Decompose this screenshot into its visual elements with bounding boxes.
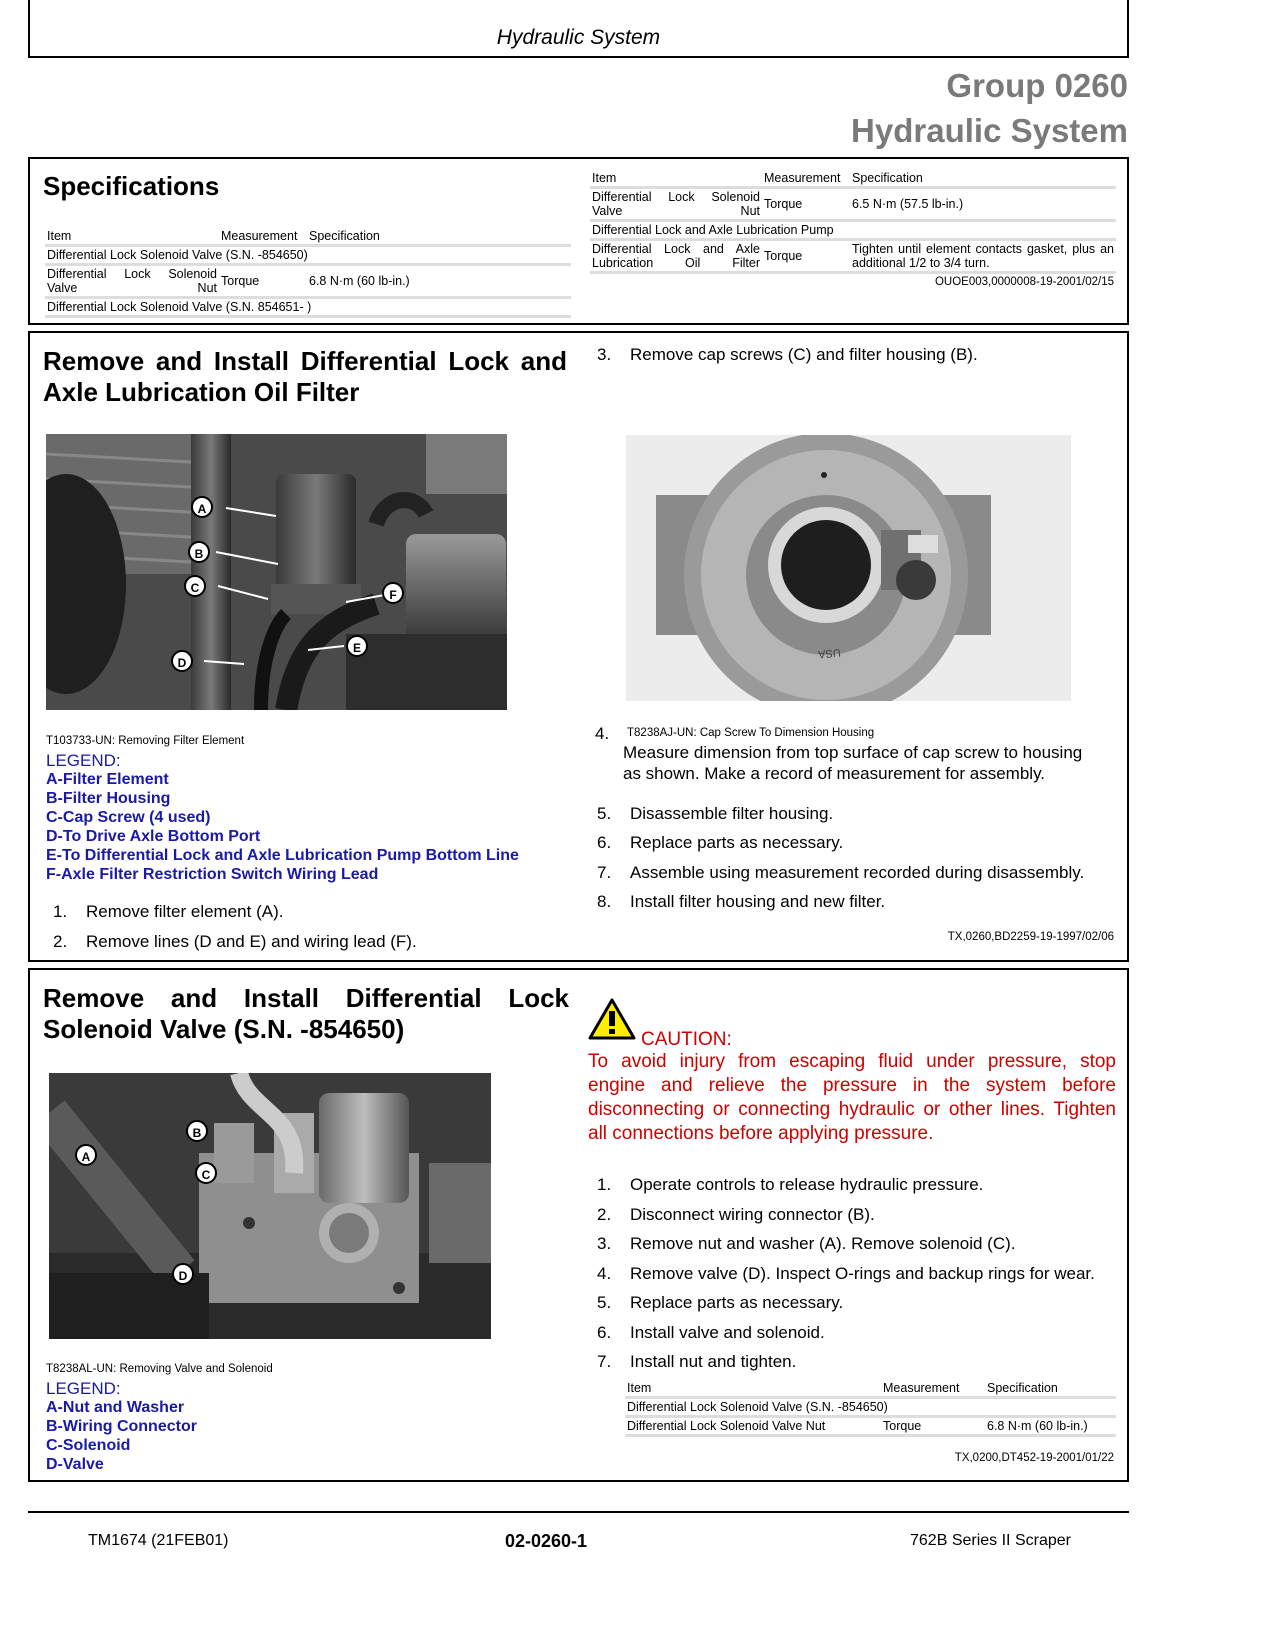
callout-d: D: [172, 1263, 194, 1285]
step-text: Remove valve (D). Inspect O-rings and backup rings for wear.: [630, 1264, 1095, 1283]
cell-measurement: Torque: [762, 188, 850, 221]
section-title-line1: Remove and Install Differential Lock: [43, 983, 569, 1013]
cell-measurement: Torque: [219, 265, 307, 298]
step-5: [597, 804, 833, 824]
callout-f: F: [382, 582, 404, 604]
cell-spec: 6.8 N·m (60 lb-in.): [307, 265, 571, 298]
step-6: [597, 1323, 825, 1343]
table-row: [590, 240, 1116, 273]
step-text: Install nut and tighten.: [630, 1352, 797, 1371]
reference-id: TX,0200,DT452-19-2001/01/22: [954, 1452, 1114, 1464]
table-row: [590, 188, 1116, 221]
step-number: 4.: [597, 1264, 612, 1283]
footer-manual-id: TM1674 (21FEB01): [88, 1532, 229, 1549]
step-text: Disconnect wiring connector (B).: [630, 1205, 875, 1224]
legend-item: C-Solenoid: [46, 1437, 131, 1454]
cell-measurement: Torque: [881, 1417, 985, 1436]
col-item: Item: [45, 228, 219, 246]
table-row: [590, 221, 1116, 240]
cell-item: Differential Lock Solenoid Valve Nut: [625, 1417, 881, 1436]
legend-heading: LEGEND:: [46, 1379, 121, 1398]
step-number: 8.: [597, 892, 612, 911]
legend-item: D-Valve: [46, 1456, 104, 1473]
step-text: Remove lines (D and E) and wiring lead (F).: [86, 932, 417, 951]
spec-table-right: [590, 170, 1116, 274]
filter-section-box: [28, 331, 1129, 962]
step-4-text-line1: Measure dimension from top surface of cap screw to housing: [623, 743, 1083, 762]
footer-rule: [28, 1511, 1129, 1513]
table-row: [45, 246, 571, 265]
step-4: [597, 1264, 1095, 1284]
step-text: Operate controls to release hydraulic pressure.: [630, 1175, 984, 1194]
step-text: Remove nut and washer (A). Remove solenoid (C).: [630, 1234, 1016, 1253]
cell-item: Differential Lock and Axle Lubrication Oil Filter: [590, 240, 762, 273]
warning-icon: [588, 998, 636, 1040]
legend-item: B-Filter Housing: [46, 790, 171, 807]
step-text: Install filter housing and new filter.: [630, 892, 886, 911]
col-specification: Specification: [850, 170, 1116, 188]
cell-item: Differential Lock Solenoid Valve (S.N. -854650): [45, 246, 571, 265]
reference-id: TX,0260,BD2259-19-1997/02/06: [947, 931, 1114, 943]
step-number: 6.: [597, 833, 612, 852]
filter-photo: [46, 434, 507, 710]
photo-caption: T103733-UN: Removing Filter Element: [46, 735, 245, 747]
callout-c: C: [184, 575, 206, 597]
housing-photo: [626, 435, 1071, 701]
table-row: [625, 1417, 1116, 1436]
callout-d: D: [171, 650, 193, 672]
solenoid-photo: [49, 1073, 491, 1339]
callout-c: C: [195, 1162, 217, 1184]
cell-item: Differential Lock Solenoid Valve Nut: [45, 265, 219, 298]
solenoid-section-box: [28, 968, 1129, 1482]
step-number: 2.: [53, 932, 68, 951]
step-text: Remove filter element (A).: [86, 902, 284, 921]
callout-a: A: [75, 1144, 97, 1166]
cell-item: Differential Lock Solenoid Valve (S.N. 854651- ): [45, 298, 571, 317]
step-text: Replace parts as necessary.: [630, 1293, 844, 1312]
housing-photo-caption: T8238AJ-UN: Cap Screw To Dimension Housing: [627, 727, 875, 739]
step-number: 5.: [597, 1293, 612, 1312]
cell-spec: 6.8 N·m (60 lb-in.): [985, 1417, 1116, 1436]
cell-spec: 6.5 N·m (57.5 lb-in.): [850, 188, 1116, 221]
step-number: 7.: [597, 863, 612, 882]
reference-id: OUOE003,0000008-19-2001/02/15: [934, 276, 1114, 288]
step-2: [597, 1205, 875, 1225]
legend-item: E-To Differential Lock and Axle Lubrication Pump Bottom Line: [46, 847, 519, 864]
footer-model: 762B Series II Scraper: [910, 1532, 1071, 1549]
step-4-text-line2: as shown. Make a record of measurement for assembly.: [623, 764, 1046, 783]
callout-e: E: [346, 635, 368, 657]
legend: [46, 1379, 197, 1474]
step-2: [53, 932, 417, 952]
group-name: Hydraulic System: [851, 112, 1128, 149]
legend-item: B-Wiring Connector: [46, 1418, 197, 1435]
col-measurement: Measurement: [762, 170, 850, 188]
step-6: [597, 833, 843, 853]
step-number: 2.: [597, 1205, 612, 1224]
step-text: Replace parts as necessary.: [630, 833, 844, 852]
step-1: [53, 902, 283, 922]
col-item: Item: [590, 170, 762, 188]
step-number: 7.: [597, 1352, 612, 1371]
filter-photo-art: [46, 434, 507, 710]
legend-item: C-Cap Screw (4 used): [46, 809, 211, 826]
legend: [46, 751, 519, 884]
step-text: Install valve and solenoid.: [630, 1323, 825, 1342]
cell-item: Differential Lock Solenoid Valve Nut: [590, 188, 762, 221]
step-4-number: 4.: [595, 724, 610, 743]
legend-item: F-Axle Filter Restriction Switch Wiring Lead: [46, 866, 379, 883]
step-text: Disassemble filter housing.: [630, 804, 834, 823]
legend-item: A-Filter Element: [46, 771, 169, 788]
step-7: [597, 1352, 796, 1372]
col-measurement: Measurement: [219, 228, 307, 246]
cell-measurement: Torque: [762, 240, 850, 273]
caution-heading: CAUTION:: [641, 1029, 732, 1050]
step-3: [597, 1234, 1016, 1254]
step-5: [597, 1293, 843, 1313]
table-header-row: [625, 1380, 1116, 1398]
section-title-line2: Solenoid Valve (S.N. -854650): [43, 1014, 405, 1044]
housing-stamp: USA: [817, 646, 842, 660]
step-number: 3.: [597, 1234, 612, 1253]
step-1: [597, 1175, 983, 1195]
footer-page-number: 02-0260-1: [505, 1531, 588, 1551]
col-item: Item: [625, 1380, 881, 1398]
spec-table-left: [45, 228, 571, 318]
step-number: 6.: [597, 1323, 612, 1342]
table-row: [45, 298, 571, 317]
col-specification: Specification: [985, 1380, 1116, 1398]
solenoid-spec-table: [625, 1380, 1116, 1437]
section-title-line1: Remove and Install Differential Lock and: [43, 346, 567, 376]
callout-a: A: [191, 496, 213, 518]
header-title: Hydraulic System: [496, 26, 661, 49]
group-number: Group 0260: [946, 67, 1128, 104]
photo-caption: T8238AL-UN: Removing Valve and Solenoid: [46, 1363, 273, 1375]
housing-photo-art: [626, 435, 1071, 701]
legend-item: A-Nut and Washer: [46, 1399, 185, 1416]
callout-b: B: [186, 1120, 208, 1142]
callout-b: B: [188, 541, 210, 563]
step-number: 5.: [597, 804, 612, 823]
table-header-row: [590, 170, 1116, 188]
cell-item: Differential Lock and Axle Lubrication Pump: [590, 221, 1116, 240]
specifications-box: [28, 157, 1129, 325]
step-8: [597, 892, 885, 912]
header-box: [28, 0, 1129, 58]
col-specification: Specification: [307, 228, 571, 246]
caution-body: To avoid injury from escaping fluid under pressure, stop engine and relieve the pressure in the system before disconnecting or connecting hydraulic or other lines. Tighten all connections before applying pressure.: [588, 1051, 1116, 1144]
step-3: [597, 345, 978, 365]
legend-heading: LEGEND:: [46, 751, 121, 770]
specifications-title: Specifications: [43, 171, 220, 201]
col-measurement: Measurement: [881, 1380, 985, 1398]
table-row: [45, 265, 571, 298]
solenoid-photo-art: [49, 1073, 491, 1339]
step-number: 1.: [53, 902, 68, 921]
section-title-line2: Axle Lubrication Oil Filter: [43, 377, 360, 407]
table-header-row: [45, 228, 571, 246]
legend-item: D-To Drive Axle Bottom Port: [46, 828, 261, 845]
cell-spec: Tighten until element contacts gasket, plus an additional 1/2 to 3/4 turn.: [850, 240, 1116, 273]
step-number: 1.: [597, 1175, 612, 1194]
step-text: Remove cap screws (C) and filter housing (B).: [630, 345, 978, 364]
cell-item: Differential Lock Solenoid Valve (S.N. -854650): [625, 1398, 1116, 1417]
table-row: [625, 1398, 1116, 1417]
step-7: [597, 863, 1084, 883]
step-text: Assemble using measurement recorded during disassembly.: [630, 863, 1085, 882]
step-number: 3.: [597, 345, 612, 364]
